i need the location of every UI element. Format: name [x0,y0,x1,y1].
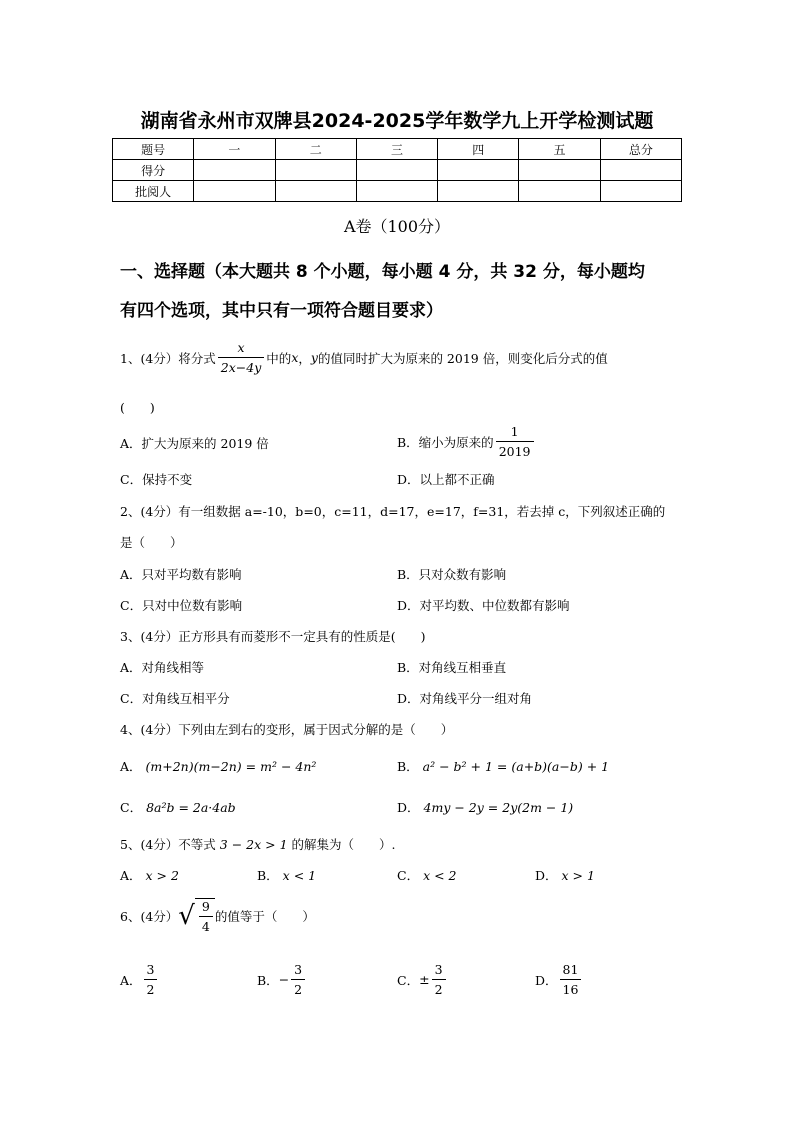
score-blank-cell [275,160,356,181]
q5-option-d [535,866,595,884]
q2-option-b: B．只对众数有影响 [397,567,507,582]
q5-option-b-label: B． [257,868,279,883]
q1-option-d: D．以上都不正确 [397,472,495,487]
score-table-cell: 题号 [113,139,194,160]
q3-option-c: C．对角线互相平分 [120,691,230,706]
score-blank-cell [519,181,600,202]
q1-prefix: 1、(4分）将分式 [120,350,216,366]
score-table-cell: 总分 [600,139,681,160]
q1-var-y: y [310,350,318,365]
q3-option-a: A．对角线相等 [120,660,205,675]
score-table-cell: 三 [356,139,437,160]
q6-sqrt [178,898,215,934]
q6-option-c-num: 3 [434,962,443,977]
q6-option-c-sign: ± [419,972,430,987]
q4-option-c-label: C． [120,800,143,815]
score-blank-cell [600,181,681,202]
q2-line2: 是（ ） [120,535,183,550]
q1-option-b-label: B．缩小为原来的 [397,434,494,450]
q6-option-b [257,962,307,997]
q6-option-d-den: 16 [560,979,582,997]
q2-line1: 2、(4分）有一组数据 a=-10，b=0，c=11，d=17，e=17，f=31，若去掉 c，下列叙述正确的 [120,504,666,519]
q5-option-b [257,866,316,884]
q5-option-c-label: C． [397,868,420,883]
score-blank-cell [194,181,275,202]
q5-option-a-expr: x > 2 [145,868,179,883]
q1-frac-denominator: 2x−4y [218,357,265,375]
q6-option-d-fraction [560,962,582,997]
score-table-cell: 二 [275,139,356,160]
q4-option-a-expr: (m+2n)(m−2n) = m² − 4n² [145,759,317,774]
q6-option-d [535,962,583,997]
score-blank-cell [356,160,437,181]
score-table-row [113,160,682,181]
q6-option-c-label: C． [397,972,420,988]
q5-option-d-expr: x > 1 [561,868,595,883]
score-blank-cell [438,181,519,202]
q6-suffix: 的值等于（ ） [214,909,315,924]
question-5 [120,835,396,853]
q1-var-x: x [291,350,299,365]
q3-line: 3、(4分）正方形具有而菱形不一定具有的性质是( ) [120,629,426,644]
q6-option-b-den: 2 [291,979,305,997]
q4-option-a-label: A． [120,759,142,774]
section-a-heading: A卷（100分） [343,217,451,236]
q3-option-d: D．对角线平分一组对角 [397,691,533,706]
q6-rad-den: 4 [199,916,213,934]
q1-frac-numerator: x [237,340,245,355]
q1-answer-paren: ( ) [120,400,155,415]
score-table-cell: 一 [194,139,275,160]
q2-option-a: A．只对平均数有影响 [120,567,242,582]
score-blank-cell [600,160,681,181]
q4-option-b-label: B． [397,759,419,774]
q6-option-b-label: B． [257,972,279,988]
q6-option-b-fraction [291,962,305,997]
q4-option-b [397,757,609,775]
q5-option-b-expr: x < 1 [282,868,317,883]
part1-heading-line2: 有四个选项，其中只有一项符合题目要求） [120,301,443,321]
q6-sqrt-fraction [199,899,213,934]
q4-option-d [397,798,573,816]
question-6 [120,898,315,934]
part1-heading-line1: 一、选择题（本大题共 8 个小题，每小题 4 分，共 32 分，每小题均 [120,262,645,282]
q4-option-d-expr: 4my − 2y = 2y(2m − 1) [423,800,574,815]
q6-option-c [397,962,448,997]
q6-prefix: 6、(4分） [120,909,179,924]
q6-option-c-den: 2 [432,979,446,997]
q5-option-c [397,866,457,884]
q4-option-a [120,757,316,775]
sqrt-radical-icon: √ [178,901,195,931]
q5-option-a-label: A． [120,868,142,883]
score-blank-cell [275,181,356,202]
q6-option-a [120,962,159,997]
q5-option-d-label: D． [535,868,558,883]
q6-option-c-fraction [432,962,446,997]
q1-option-c: C．保持不变 [120,472,193,487]
q5-expr: 3 − 2x > 1 [219,837,288,852]
score-blank-cell [519,160,600,181]
q6-option-d-num: 81 [562,962,579,977]
q4-line: 4、(4分）下列由左到右的变形，属于因式分解的是（ ） [120,722,454,737]
q3-option-b: B．对角线互相垂直 [397,660,507,675]
score-table-cell: 得分 [113,160,194,181]
page-title: 湖南省永州市双牌县2024-2025学年数学九上开学检测试题 [140,110,654,132]
q1-option-b-fraction [496,424,534,459]
q6-option-b-sign: − [278,972,290,987]
q1-middle: 中的 [266,350,292,366]
score-table-cell: 五 [519,139,600,160]
q1-option-b-num: 1 [510,424,519,439]
q4-option-c-expr: 8a²b = 2a·4ab [146,800,236,815]
q2-option-d: D．对平均数、中位数都有影响 [397,598,570,613]
q2-option-c: C．只对中位数有影响 [120,598,243,613]
q5-option-a [120,866,179,884]
q5-suffix: 的解集为（ ）. [291,837,396,852]
q6-sqrt-body [195,898,215,934]
score-table [112,138,682,202]
q6-option-b-num: 3 [294,962,303,977]
score-blank-cell [438,160,519,181]
q1-option-a: A．扩大为原来的 2019 倍 [120,436,269,451]
q6-rad-num: 9 [201,899,210,914]
q6-option-a-label: A． [120,972,142,988]
q5-prefix: 5、(4分）不等式 [120,837,216,852]
q1-option-b [397,424,536,459]
q6-option-a-fraction [144,962,158,997]
q6-option-a-den: 2 [144,979,158,997]
q5-option-c-expr: x < 2 [423,868,457,883]
q1-fraction [218,340,265,375]
q1-option-b-den: 2019 [496,441,534,459]
q4-option-c [120,798,236,816]
q6-option-a-num: 3 [146,962,155,977]
score-blank-cell [356,181,437,202]
q4-option-b-expr: a² − b² + 1 = (a+b)(a−b) + 1 [422,759,610,774]
q1-suffix: 的值同时扩大为原来的 2019 倍，则变化后分式的值 [317,350,608,366]
score-table-cell: 批阅人 [113,181,194,202]
score-blank-cell [194,160,275,181]
score-table-cell: 四 [438,139,519,160]
q4-option-d-label: D． [397,800,420,815]
question-1 [120,340,608,375]
q1-comma: ， [298,350,311,366]
score-table-header-row [113,139,682,160]
score-table-row [113,181,682,202]
q6-option-d-label: D． [535,972,558,988]
